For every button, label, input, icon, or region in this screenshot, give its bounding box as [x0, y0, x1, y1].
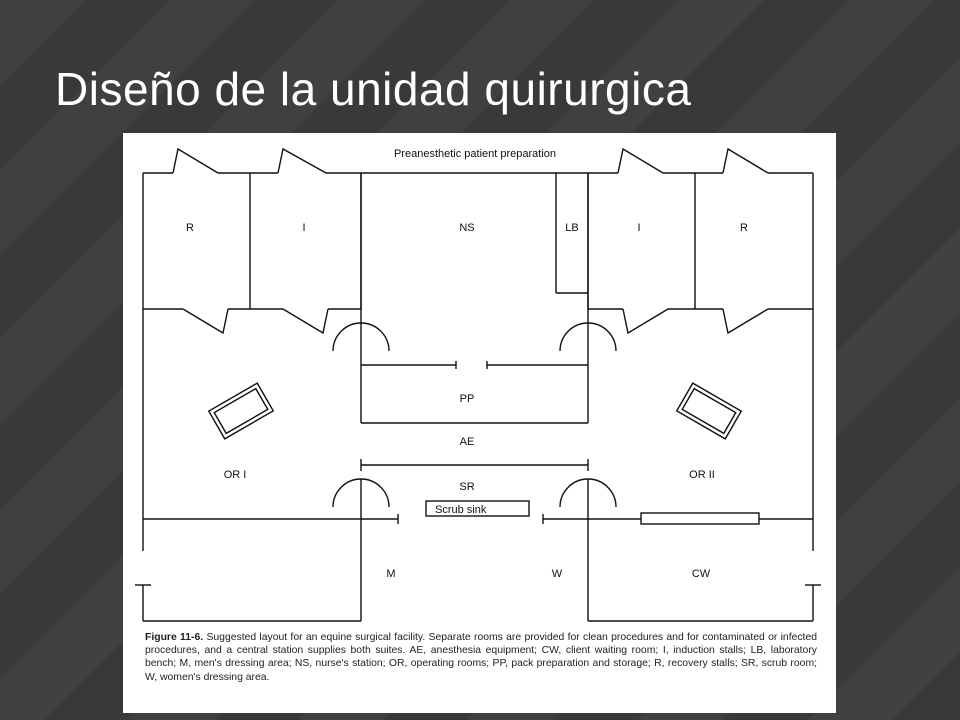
figure-number: Figure 11-6.	[145, 632, 204, 643]
label-womens-dressing: W	[551, 568, 563, 580]
floor-plan-diagram	[123, 133, 836, 713]
label-recovery-left: R	[186, 222, 194, 234]
label-nurse-station: NS	[459, 222, 475, 234]
label-pack-prep: PP	[459, 393, 475, 405]
label-induction-right: I	[637, 222, 641, 234]
label-lab-bench: LB	[565, 222, 579, 234]
label-mens-dressing: M	[386, 568, 396, 580]
label-operating-room-2: OR II	[689, 469, 715, 481]
label-preanesthetic-prep: Preanesthetic patient preparation	[393, 148, 557, 160]
label-recovery-right: R	[740, 222, 748, 234]
figure-caption	[145, 631, 817, 684]
label-client-waiting: CW	[691, 568, 711, 580]
label-operating-room-1: OR I	[223, 469, 247, 481]
label-induction-left: I	[302, 222, 306, 234]
label-scrub-sink: Scrub sink	[435, 504, 487, 516]
label-scrub-room: SR	[459, 481, 475, 493]
slide-title: Diseño de la unidad quirurgica	[55, 63, 692, 115]
label-anesthesia-equipment: AE	[459, 436, 475, 448]
figure-caption-text: Suggested layout for an equine surgical facility. Separate rooms are provided for clean procedures and for contaminated or infected procedures, and a central station supplies both suites. AE, anesthesia equipment; CW, client waiting room; I, induction stalls; LB, laboratory bench; M, men's dressing area; NS, nurse's station; OR, operating rooms; PP, pack preparation and storage; R, recovery stalls; SR, scrub room; W, women's dressing area.	[145, 632, 818, 683]
floor-plan-figure	[123, 133, 836, 713]
